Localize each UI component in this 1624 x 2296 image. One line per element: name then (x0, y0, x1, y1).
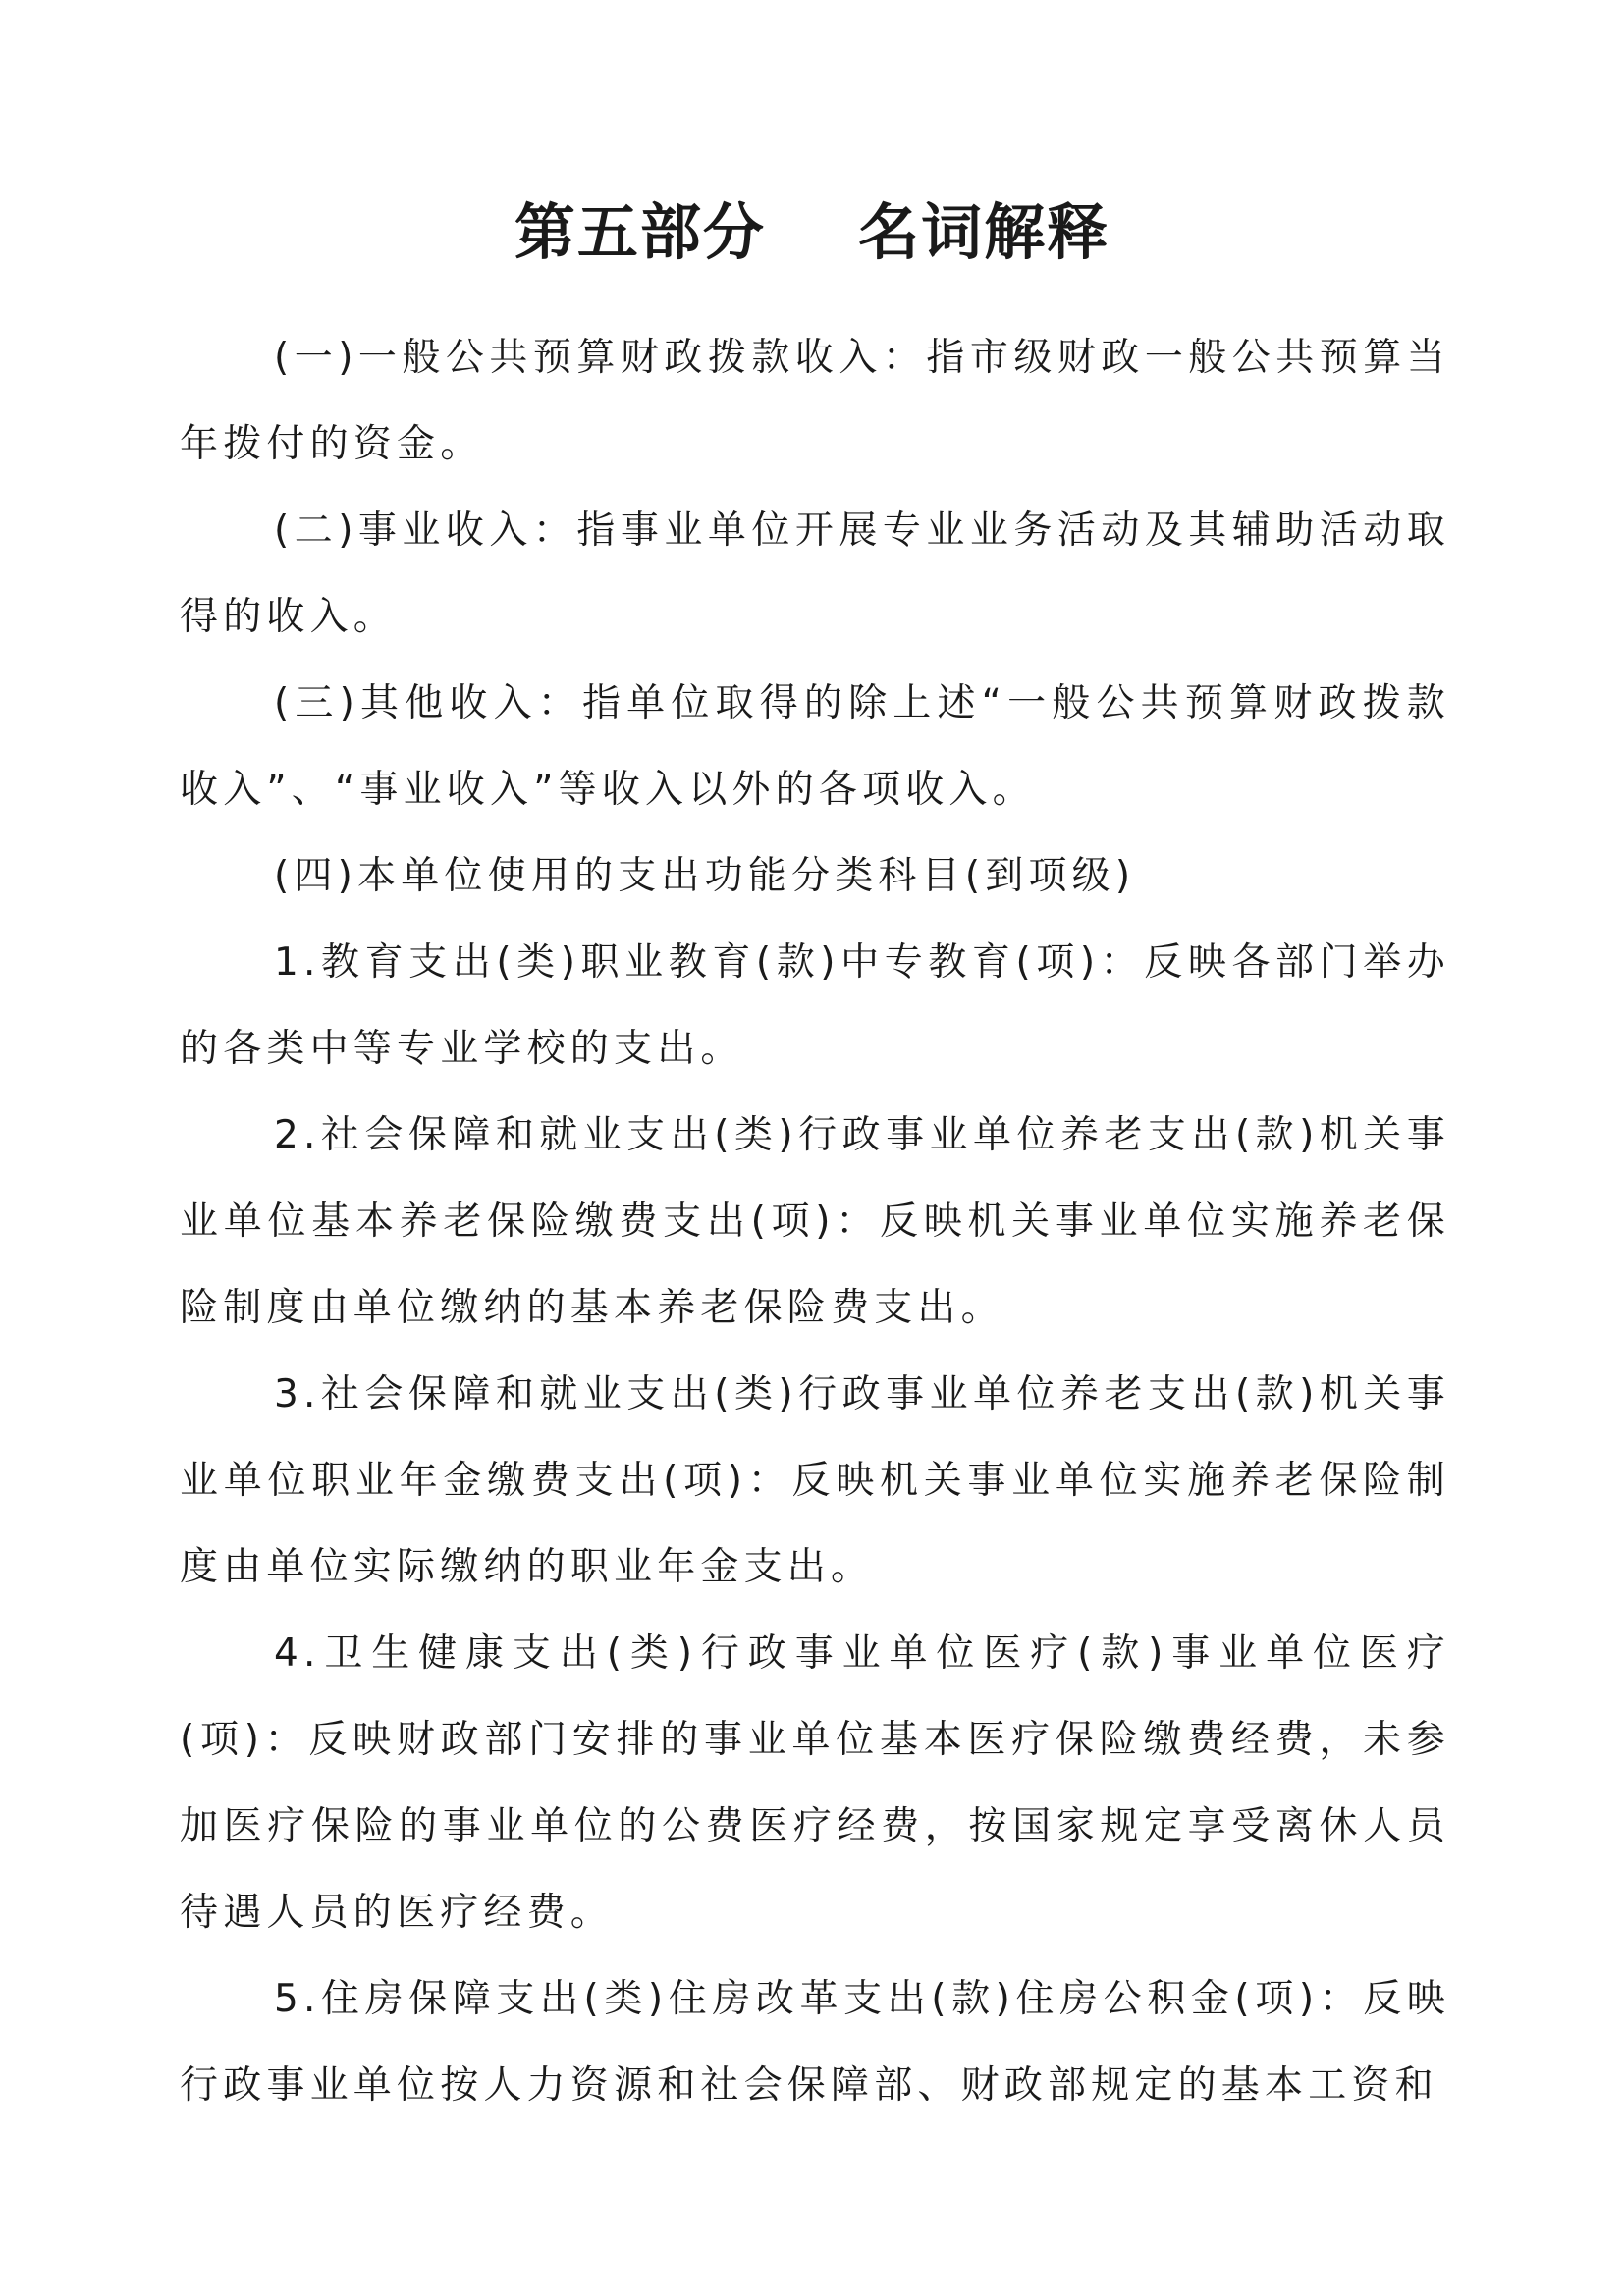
paragraph-general-budget-income: (一)一般公共预算财政拨款收入：指市级财政一般公共预算当年拨付的资金。 (180, 336, 1450, 466)
paragraph-other-income: (三)其他收入：指单位取得的除上述“一般公共预算财政拨款收入”、“事业收入”等收入以外的各项收入。 (180, 681, 1450, 812)
paragraph-expenditure-classification: (四)本单位使用的支出功能分类科目(到项级) (274, 854, 1136, 898)
paragraph-item-occupational-annuity: 3.社会保障和就业支出(类)行政事业单位养老支出(款)机关事业单位职业年金缴费支出(项)：反映机关事业单位实施养老保险制度由单位实际缴纳的职业年金支出。 (180, 1372, 1450, 1589)
paragraph-item-housing-fund: 5.住房保障支出(类)住房改革支出(款)住房公积金(项)：反映行政事业单位按人力资源和社会保障部、财政部规定的基本工资和 (180, 1977, 1450, 2108)
document-body (180, 315, 1450, 2129)
paragraph-item-basic-pension: 2.社会保障和就业支出(类)行政事业单位养老支出(款)机关事业单位基本养老保险缴费支出(项)：反映机关事业单位实施养老保险制度由单位缴纳的基本养老保险费支出。 (180, 1113, 1450, 1330)
page-title: 第五部分 名词解释 (514, 196, 1110, 268)
paragraph-business-income: (二)事业收入：指事业单位开展专业业务活动及其辅助活动取得的收入。 (180, 508, 1450, 639)
paragraph-item-education: 1.教育支出(类)职业教育(款)中专教育(项)：反映各部门举办的各类中等专业学校的支出。 (180, 940, 1450, 1071)
paragraph-item-health: 4.卫生健康支出(类)行政事业单位医疗(款)事业单位医疗(项)：反映财政部门安排的事业单位基本医疗保险缴费经费，未参加医疗保险的事业单位的公费医疗经费，按国家规定享受离休人员待遇人员的医疗经费。 (180, 1631, 1450, 1935)
